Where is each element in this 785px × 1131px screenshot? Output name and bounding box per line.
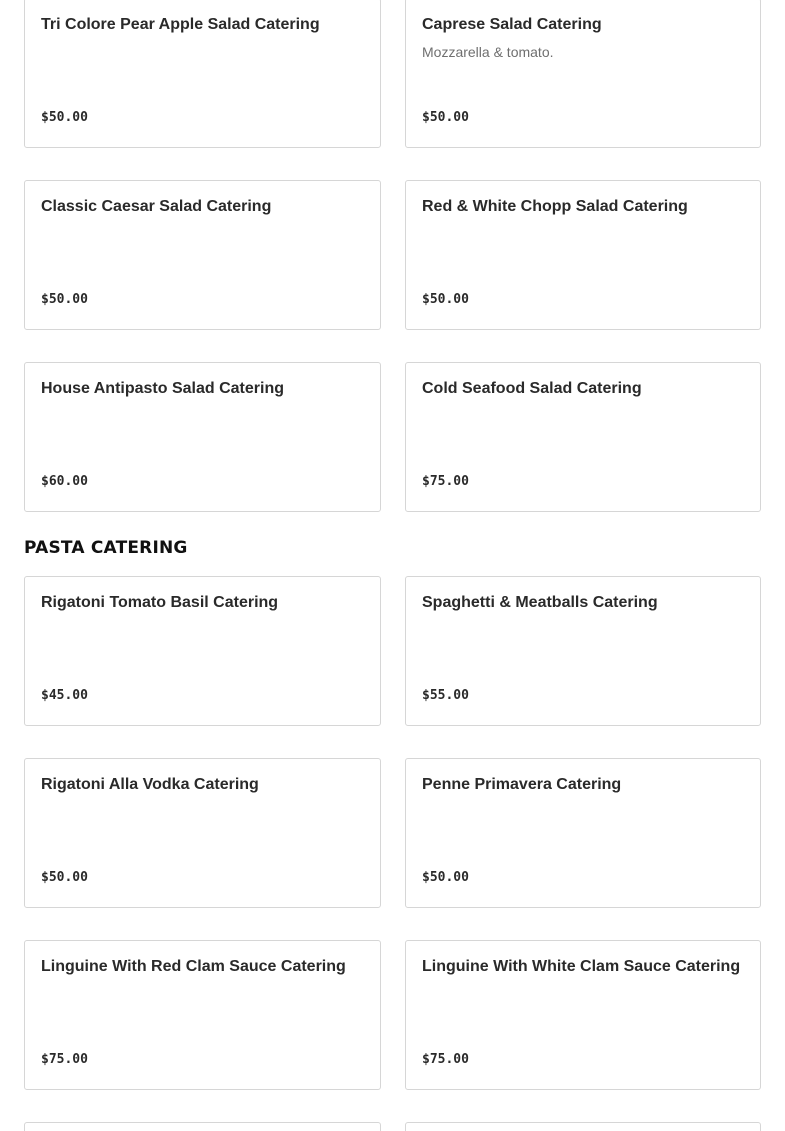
menu-item-name: Penne Primavera Catering: [422, 776, 622, 793]
menu-item-card[interactable]: [24, 940, 381, 1090]
menu-item-card[interactable]: [405, 576, 761, 726]
menu-item-card[interactable]: [405, 180, 761, 330]
menu-item-card[interactable]: [405, 0, 761, 148]
section-title-pasta: PASTA CATERING: [24, 538, 188, 558]
menu-item-card[interactable]: [24, 362, 381, 512]
menu-item-name: Caprese Salad Catering: [422, 16, 602, 33]
menu-item-name: Tri Colore Pear Apple Salad Catering: [41, 16, 320, 33]
menu-item-price: $50.00: [41, 110, 88, 125]
menu-item-card[interactable]: [24, 180, 381, 330]
menu-item-card[interactable]: [405, 758, 761, 908]
menu-item-price: $50.00: [41, 292, 88, 307]
menu-item-card[interactable]: [405, 362, 761, 512]
menu-item-price: $75.00: [422, 474, 469, 489]
menu-item-card[interactable]: [24, 0, 381, 148]
menu-item-card[interactable]: [405, 940, 761, 1090]
menu-item-price: $50.00: [422, 870, 469, 885]
menu-item-name: Linguine With White Clam Sauce Catering: [422, 958, 741, 975]
menu-item-name: Linguine With Red Clam Sauce Catering: [41, 958, 346, 975]
menu-item-card[interactable]: [24, 758, 381, 908]
menu-item-description: Mozzarella & tomato.: [422, 44, 554, 60]
menu-item-price: $45.00: [41, 688, 88, 703]
menu-item-card[interactable]: [405, 1122, 761, 1131]
menu-item-price: $55.00: [422, 688, 469, 703]
menu-item-price: $50.00: [422, 110, 469, 125]
menu-item-name: Classic Caesar Salad Catering: [41, 198, 272, 215]
menu-item-name: Red & White Chopp Salad Catering: [422, 198, 688, 215]
menu-item-card[interactable]: [24, 1122, 381, 1131]
menu-item-card[interactable]: [24, 576, 381, 726]
menu-item-price: $50.00: [422, 292, 469, 307]
menu-item-price: $75.00: [41, 1052, 88, 1067]
menu-item-price: $60.00: [41, 474, 88, 489]
menu-item-name: Rigatoni Alla Vodka Catering: [41, 776, 259, 793]
menu-item-name: Cold Seafood Salad Catering: [422, 380, 642, 397]
menu-item-price: $50.00: [41, 870, 88, 885]
menu-item-name: House Antipasto Salad Catering: [41, 380, 284, 397]
menu-item-price: $75.00: [422, 1052, 469, 1067]
menu-item-name: Rigatoni Tomato Basil Catering: [41, 594, 279, 611]
menu-item-name: Spaghetti & Meatballs Catering: [422, 594, 658, 611]
